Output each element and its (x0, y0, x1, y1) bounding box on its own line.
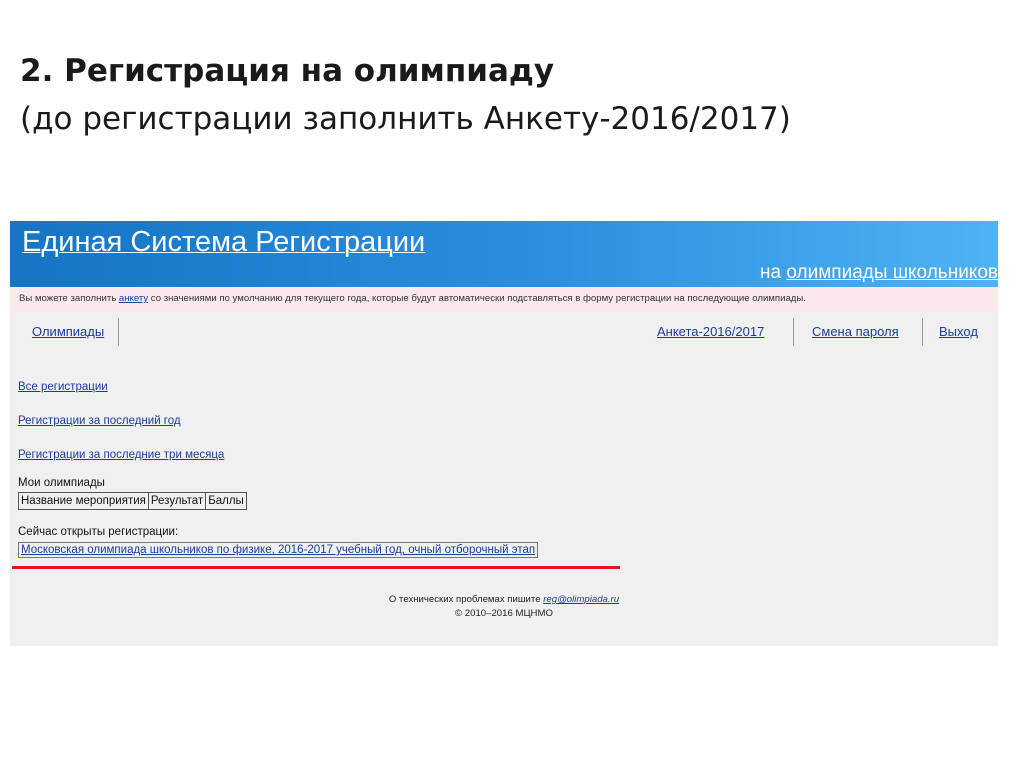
footer-copyright: © 2010–2016 МЦНМО (455, 608, 553, 619)
site-footer (10, 593, 998, 621)
footer-contact (10, 593, 998, 607)
my-olympiads-label: Мои олимпиады (18, 477, 105, 489)
highlight-underline (12, 566, 620, 569)
website-screenshot (10, 221, 998, 646)
col-result: Результат (148, 493, 205, 510)
olympiads-link[interactable]: олимпиады школьников (786, 262, 998, 283)
site-header (10, 221, 998, 287)
link-last-year[interactable]: Регистрации за последний год (18, 415, 181, 427)
slide-title: 2. Регистрация на олимпиаду (20, 53, 555, 89)
physics-olympiad-link[interactable]: Московская олимпиада школьников по физике, 2016-2017 учебный год, очный отборочный этап (21, 544, 536, 556)
notice-text-before: Вы можете заполнить (19, 293, 119, 304)
nav-separator (793, 318, 794, 346)
link-last-three-months-wrap (18, 449, 224, 461)
nav-questionnaire[interactable]: Анкета-2016/2017 (657, 324, 765, 339)
col-score: Баллы (206, 493, 247, 510)
link-last-three-months[interactable]: Регистрации за последние три месяца (18, 449, 225, 461)
site-title[interactable]: Единая Система Регистрации (22, 226, 426, 258)
link-all-registrations[interactable]: Все регистрации (18, 381, 108, 393)
nav-separator (118, 318, 119, 346)
open-registration-item (18, 542, 538, 558)
questionnaire-link[interactable]: анкету (118, 293, 149, 304)
slide-subtitle: (до регистрации заполнить Анкету-2016/2017) (20, 101, 791, 137)
site-subtitle (760, 262, 998, 284)
nav-change-password[interactable]: Смена пароля (812, 324, 899, 339)
open-registrations-label: Сейчас открыты регистрации: (18, 526, 179, 538)
support-email-link[interactable]: reg@olimpiada.ru (543, 594, 620, 605)
footer-contact-text: О технических проблемах пишите (388, 594, 544, 605)
site-subtitle-prefix: на (760, 262, 782, 283)
nav-separator (922, 318, 923, 346)
link-last-year-wrap (18, 415, 181, 427)
nav-olympiads[interactable]: Олимпиады (32, 324, 105, 339)
table-header-row (19, 493, 247, 510)
nav-bar (10, 316, 998, 348)
col-event-name: Название мероприятия (19, 493, 149, 510)
my-olympiads-table (18, 492, 247, 510)
nav-logout[interactable]: Выход (939, 324, 978, 339)
notice-text-after: со значениями по умолчанию для текущего года, которые будут автоматически подставляться в форму регистрации на последующие олимпиады. (148, 293, 806, 304)
questionnaire-notice (10, 287, 998, 311)
link-all-registrations-wrap (18, 381, 108, 393)
